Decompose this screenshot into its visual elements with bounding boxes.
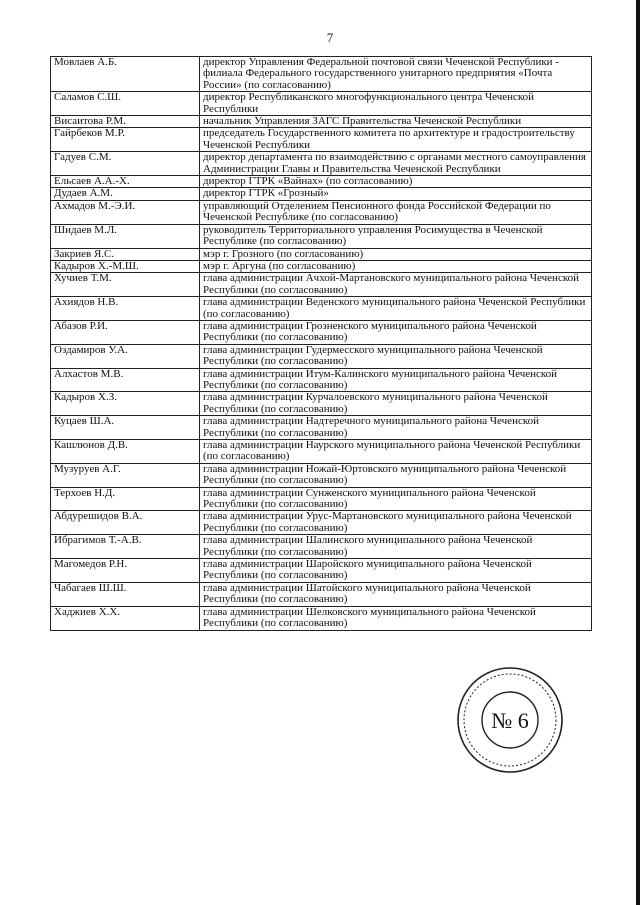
table-row bbox=[51, 416, 592, 440]
member-position: глава администрации Надтеречного муниципального района Чеченской Республики (по согласованию) bbox=[200, 416, 592, 440]
member-name: Закриев Я.С. bbox=[51, 248, 200, 260]
member-name: Чабагаев Ш.Ш. bbox=[51, 582, 200, 606]
member-position: глава администрации Сунженского муниципального района Чеченской Республики (по согласованию) bbox=[200, 487, 592, 511]
member-position: глава администрации Курчалоевского муниципального района Чеченской Республики (по согласованию) bbox=[200, 392, 592, 416]
member-position: глава администрации Урус-Мартановского муниципального района Чеченской Республики (по согласованию) bbox=[200, 511, 592, 535]
member-position: глава администрации Веденского муниципального района Чеченской Республики (по согласованию) bbox=[200, 297, 592, 321]
table-row bbox=[51, 392, 592, 416]
table-row bbox=[51, 152, 592, 176]
member-name: Саламов С.Ш. bbox=[51, 92, 200, 116]
member-position: глава администрации Грозненского муниципального района Чеченской Республики (по согласованию) bbox=[200, 320, 592, 344]
member-name: Алхастов М.В. bbox=[51, 368, 200, 392]
table-row bbox=[51, 188, 592, 200]
member-name: Кашлюнов Д.В. bbox=[51, 440, 200, 464]
member-position: директор ГТРК «Грозный» bbox=[200, 188, 592, 200]
member-name: Хучиев Т.М. bbox=[51, 273, 200, 297]
member-name: Ельсаев А.А.-Х. bbox=[51, 176, 200, 188]
member-name: Дудаев А.М. bbox=[51, 188, 200, 200]
member-name: Хаджиев Х.Х. bbox=[51, 606, 200, 630]
table-row bbox=[51, 368, 592, 392]
table-row bbox=[51, 535, 592, 559]
table-row bbox=[51, 320, 592, 344]
member-name: Магомедов Р.Н. bbox=[51, 559, 200, 583]
table-row bbox=[51, 511, 592, 535]
member-position: председатель Государственного комитета по архитектуре и градостроительству Чеченской Республики bbox=[200, 128, 592, 152]
member-name: Абазов Р.И. bbox=[51, 320, 200, 344]
member-position: начальник Управления ЗАГС Правительства Чеченской Республики bbox=[200, 116, 592, 128]
table-row bbox=[51, 57, 592, 92]
member-name: Мовлаев А.Б. bbox=[51, 57, 200, 92]
table-row bbox=[51, 92, 592, 116]
table-row bbox=[51, 582, 592, 606]
member-name: Кадыров Х.З. bbox=[51, 392, 200, 416]
table-row bbox=[51, 463, 592, 487]
member-position: глава администрации Шелковского муниципального района Чеченской Республики (по согласованию) bbox=[200, 606, 592, 630]
official-seal bbox=[430, 655, 590, 780]
table-row bbox=[51, 248, 592, 260]
member-position: глава администрации Итум-Калинского муниципального района Чеченской Республики (по согласованию) bbox=[200, 368, 592, 392]
table-row bbox=[51, 606, 592, 630]
member-position: глава администрации Ачхой-Мартановского муниципального района Чеченской Республики (по согласованию) bbox=[200, 273, 592, 297]
member-name: Оздамиров У.А. bbox=[51, 344, 200, 368]
table-row bbox=[51, 176, 592, 188]
member-name: Ахмадов М.-Э.И. bbox=[51, 200, 200, 224]
member-name: Ибрагимов Т.-А.В. bbox=[51, 535, 200, 559]
member-name: Куцаев Ш.А. bbox=[51, 416, 200, 440]
table-row bbox=[51, 116, 592, 128]
member-position: мэр г. Грозного (по согласованию) bbox=[200, 248, 592, 260]
table-row bbox=[51, 200, 592, 224]
member-position: директор Республиканского многофункционального центра Чеченской Республики bbox=[200, 92, 592, 116]
table-row bbox=[51, 128, 592, 152]
member-position: директор ГТРК «Вайнах» (по согласованию) bbox=[200, 176, 592, 188]
table-row bbox=[51, 559, 592, 583]
page-number: 7 bbox=[326, 30, 334, 45]
member-position: глава администрации Шаройского муниципального района Чеченской Республики (по согласованию) bbox=[200, 559, 592, 583]
member-position: глава администрации Шатойского муниципального района Чеченской Республики (по согласованию) bbox=[200, 582, 592, 606]
member-position: глава администрации Наурского муниципального района Чеченской Республики (по согласованию) bbox=[200, 440, 592, 464]
member-position: мэр г. Аргуна (по согласованию) bbox=[200, 260, 592, 272]
member-position: управляющий Отделением Пенсионного фонда Российской Федерации по Чеченской Республике (по согласованию) bbox=[200, 200, 592, 224]
member-position: директор Управления Федеральной почтовой связи Чеченской Республики - филиала Федерального государственного унитарного предприятия «Почта России» (по согласованию) bbox=[200, 57, 592, 92]
table-row bbox=[51, 344, 592, 368]
member-name: Абдурешидов В.А. bbox=[51, 511, 200, 535]
member-name: Музуруев А.Г. bbox=[51, 463, 200, 487]
table-row bbox=[51, 224, 592, 248]
members-table bbox=[50, 56, 592, 631]
table-row bbox=[51, 260, 592, 272]
member-position: директор департамента по взаимодействию с органами местного самоуправления Администрации Главы и Правительства Чеченской Республики bbox=[200, 152, 592, 176]
table-row bbox=[51, 487, 592, 511]
member-position: глава администрации Гудермесского муниципального района Чеченской Республики (по согласованию) bbox=[200, 344, 592, 368]
seal-number: № 6 bbox=[491, 708, 529, 733]
member-position: глава администрации Ножай-Юртовского муниципального района Чеченской Республики (по согласованию) bbox=[200, 463, 592, 487]
member-position: руководитель Территориального управления Росимущества в Чеченской Республике (по согласованию) bbox=[200, 224, 592, 248]
member-name: Кадыров Х.-М.Ш. bbox=[51, 260, 200, 272]
member-name: Висаитова Р.М. bbox=[51, 116, 200, 128]
member-name: Ахиядов Н.В. bbox=[51, 297, 200, 321]
member-name: Терхоев Н.Д. bbox=[51, 487, 200, 511]
scan-edge bbox=[636, 0, 640, 905]
member-position: глава администрации Шалинского муниципального района Чеченской Республики (по согласованию) bbox=[200, 535, 592, 559]
table-row bbox=[51, 273, 592, 297]
member-name: Шидаев М.Л. bbox=[51, 224, 200, 248]
table-row bbox=[51, 297, 592, 321]
member-name: Гайрбеков М.Р. bbox=[51, 128, 200, 152]
member-name: Гадуев С.М. bbox=[51, 152, 200, 176]
members-table-body bbox=[51, 57, 592, 631]
table-row bbox=[51, 440, 592, 464]
